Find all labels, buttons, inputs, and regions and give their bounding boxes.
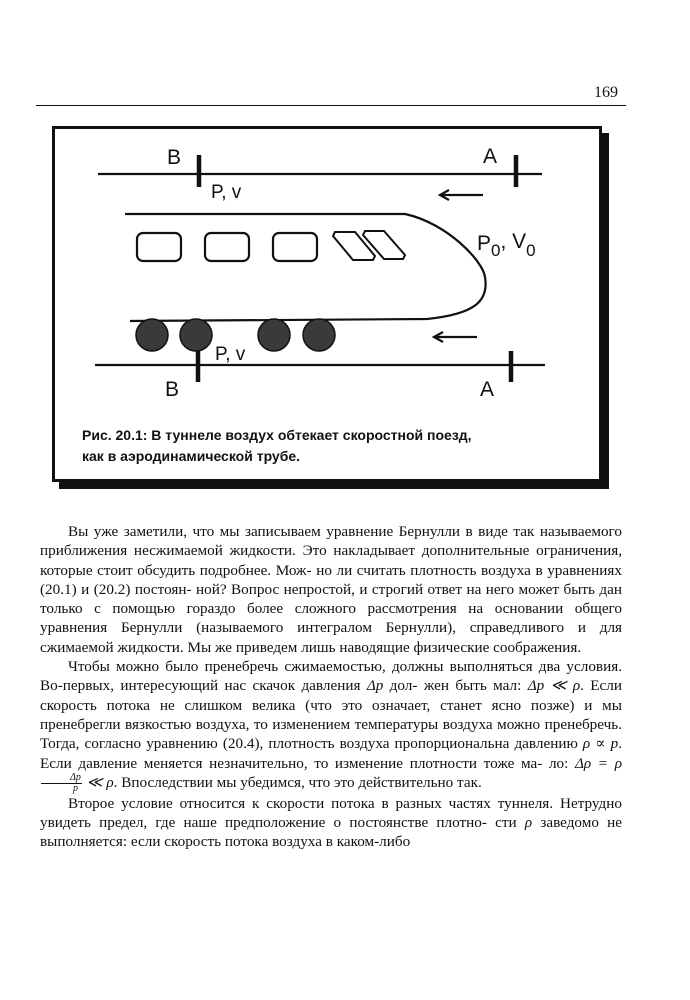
p2-line-9: так. xyxy=(457,773,482,791)
label-p0-v0 xyxy=(477,230,536,260)
p2-line-8a: ло: xyxy=(548,754,575,772)
label-a-bottom: A xyxy=(480,378,495,401)
label-a-top: A xyxy=(483,145,498,168)
label-pv-bottom: P, v xyxy=(215,344,246,365)
p3-line-1: Второе условие относится к скорости потока в разных частях туннеля. xyxy=(68,794,554,812)
flow-arrow-top xyxy=(440,190,483,200)
label-b-bottom: B xyxy=(165,378,180,401)
p2-line-3a: жен быть мал: xyxy=(423,677,528,695)
fraction xyxy=(41,773,82,794)
p2-line-2b: дол- xyxy=(383,677,418,695)
much-less-symbol: ≪ ρ xyxy=(82,773,114,791)
p2-line-7: Если давление меняется незначительно, то изменение плотности тоже ма- xyxy=(40,754,543,772)
p1-line-8: и для сжимаемой жидкости. Мы же приведем лишь наводящие физические xyxy=(40,619,623,656)
p2-line-4: это означает, станет ясно позже) и мы пренебрегли вязкостью воздуха, xyxy=(40,696,622,733)
density-change-formula: Δρ = ρ xyxy=(574,754,622,772)
p1-line-2: так называемого приближения несжимаемой жидкости. Это накладывает xyxy=(40,523,622,560)
p1-line-7: уравнения Бернулли (называемого интегралом Бернулли), справедливого xyxy=(40,619,565,637)
train-window-2 xyxy=(205,233,249,261)
fraction-denominator: p xyxy=(72,782,78,794)
p2-line-5: то изменением температуры воздуха можно пренебречь. Тогда, согласно xyxy=(40,715,623,753)
p1-line-9: соображения. xyxy=(493,638,582,656)
train-body-outline xyxy=(125,214,486,321)
caption-line-2: как в аэродинамической трубе. xyxy=(82,448,301,464)
label-v: , V xyxy=(500,230,527,253)
p1-line-5: ной? Вопрос непростой, и строгий ответ на него может быть дан только xyxy=(40,580,622,618)
wheel-3 xyxy=(258,319,290,351)
train-window-slanted-2 xyxy=(363,231,405,259)
p2-line-6a: уравнению (20.4), плотность воздуха пропорциональна давлению xyxy=(146,735,583,753)
p1-line-4: но ли считать плотность воздуха в уравнениях (20.1) и (20.2) постоян- xyxy=(40,561,623,598)
proportional-symbol: ρ ∝ p xyxy=(582,735,619,753)
p2-line-3b: . Если скорость потока не слишком велика (что xyxy=(40,677,623,714)
label-pv-top: P, v xyxy=(211,182,242,203)
delta-p-symbol: Δp xyxy=(366,677,384,695)
rho-symbol: ρ xyxy=(524,814,533,832)
train-window-3 xyxy=(273,233,317,261)
wheel-1 xyxy=(136,319,168,351)
fraction-numerator: Δp xyxy=(41,773,82,784)
p2-line-8b: . Впоследствии мы убедимся, что это действительно xyxy=(113,773,454,791)
wheel-2 xyxy=(180,319,212,351)
label-v0-subscript: 0 xyxy=(526,241,536,260)
paragraph-1 xyxy=(40,522,622,657)
train-window-slanted-1 xyxy=(333,232,375,260)
figure-frame xyxy=(52,126,602,482)
train-window-1 xyxy=(137,233,181,261)
p2-line-1: Чтобы можно было пренебречь сжимаемостью, должны выполняться xyxy=(68,658,533,676)
body-text xyxy=(40,522,622,852)
p1-line-1: Вы уже заметили, что мы записываем уравнение Бернулли в виде xyxy=(68,523,508,540)
page-number: 169 xyxy=(594,84,618,101)
wheel-4 xyxy=(303,319,335,351)
caption-line-1: Рис. 20.1: В туннеле воздух обтекает скоростной поезд, xyxy=(82,427,472,443)
label-p: P xyxy=(477,232,492,255)
p3-line-3a: сти xyxy=(495,814,525,832)
p2-line-2a: два условия. Во-первых, интересующий нас скачок давления xyxy=(40,658,622,695)
figure-caption xyxy=(82,425,582,467)
flow-arrow-bottom xyxy=(434,332,477,342)
paragraph-2 xyxy=(40,657,622,794)
paragraph-3 xyxy=(40,794,622,852)
p3-line-3b: заведомо не выполняется: если скорость потока воздуха в каком-либо xyxy=(40,814,623,851)
p1-line-6: с помощью гораздо более сложного рассмотрения на основании общего xyxy=(94,600,623,618)
header-rule xyxy=(36,105,626,106)
p2-line-6b: . xyxy=(618,735,623,753)
inequality-symbol: Δp ≪ ρ xyxy=(527,677,581,695)
label-p0-subscript: 0 xyxy=(491,241,501,260)
p1-line-3: дополнительные ограничения, которые стоит обсудить подробнее. Мож- xyxy=(40,542,623,579)
label-b-top: B xyxy=(167,146,182,169)
p3-line-2: Нетрудно увидеть предел, где наше предположение о постоянстве плотно- xyxy=(40,794,622,832)
